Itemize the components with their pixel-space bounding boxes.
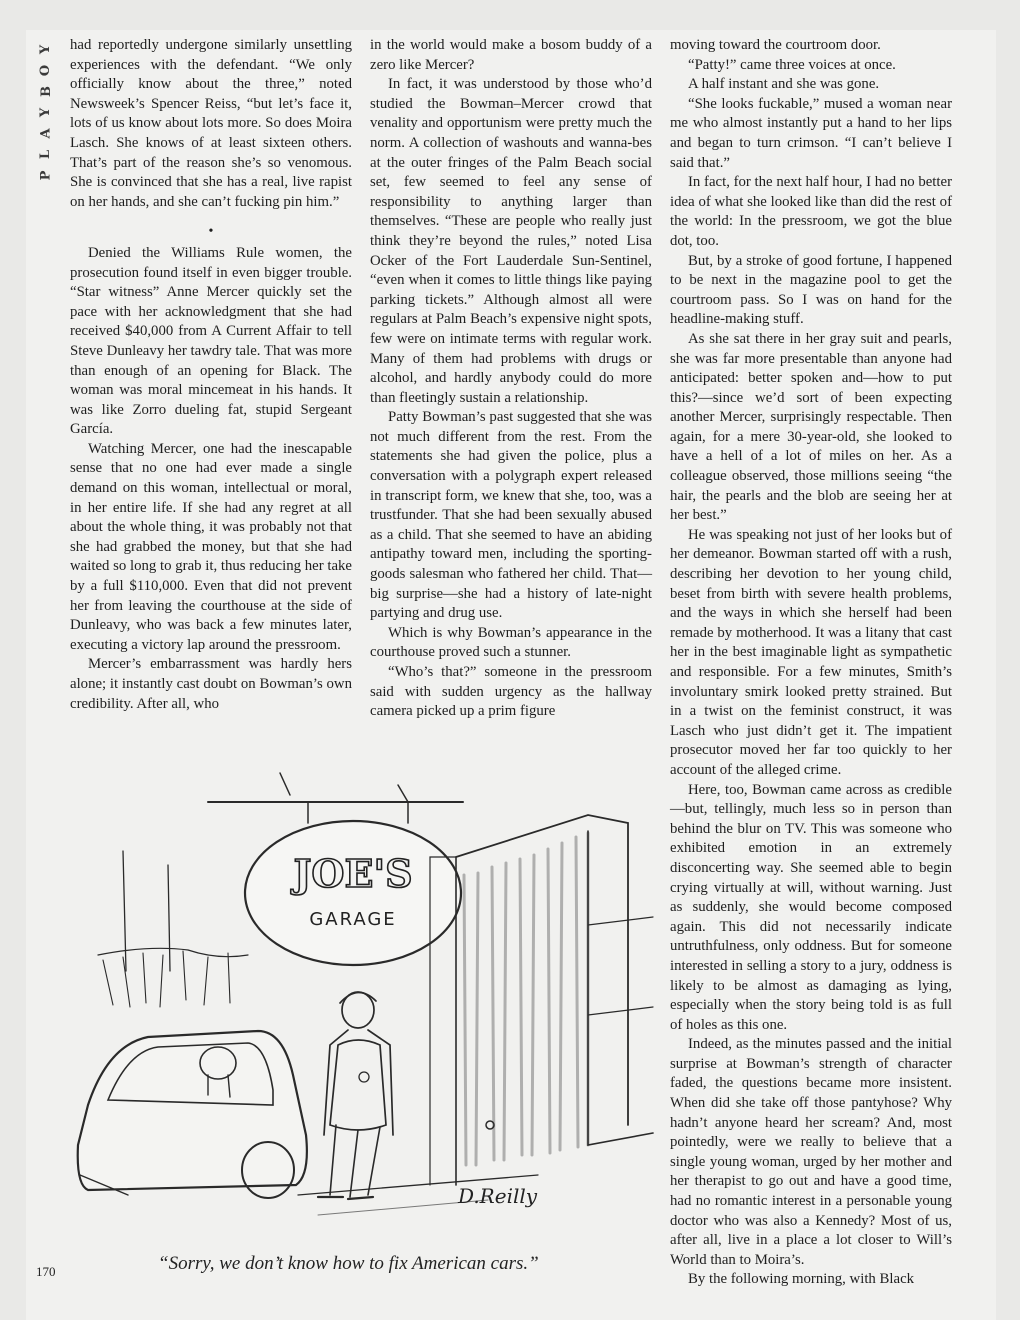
- masthead-letter: Y: [38, 107, 54, 118]
- masthead-letter: O: [38, 64, 54, 77]
- paragraph: Patty Bowman’s past suggested that she was not much different from the rest. From the statements she had given the police, plus a conversation with a polygraph expert released in transcript form, we knew that she, too, was a trustfunder. That she had been sexually abused as a child. That she seemed to have an abiding antipathy toward men, including the sporting-goods salesman who fathered her child. That—big surprise—she had a history of late-night partying and drug use.: [370, 409, 652, 622]
- paragraph: As she sat there in her gray suit and pearls, she was far more presentable than anyone had anticipated: better spoken and—how to put this?—since we’d sort of been expecting another Mercer, surprisingly respectable. Then again, for a mere 30-year-old, she looked to have a hell of a lot of miles on her. As a colleague observed, those millions seeing “the hair, the pearls and the blob are seeing her at her best.”: [670, 330, 952, 524]
- paragraph: “Patty!” came three voices at once.: [688, 56, 896, 73]
- cartoonist-signature: D.Reilly: [458, 1184, 538, 1208]
- masthead-letter: A: [38, 128, 54, 139]
- paragraph: Here, too, Bowman came across as credible—but, tellingly, much less so in person than behind the blur on TV. This was someone who exhibited emotion in an extremely disconcerting way. She seemed able to begin crying virtually at will, without warning. Just as suddenly, she would become composed again. This did not necessarily indicate untruthfulness, only oddness. But for someone interested in selling a story to a jury, oddness is likely to be almost as damaging as lying, especially when the story being told is as full of holes as this one.: [670, 781, 952, 1033]
- paragraph: in the world would make a bosom buddy of a zero like Mercer?: [370, 37, 652, 73]
- paragraph: In fact, for the next half hour, I had no better idea of what she looked like than did the rest of the world: In the pressroom, we got the blue dot, too.: [670, 174, 953, 249]
- masthead-letter: L: [38, 149, 54, 160]
- car: [78, 1031, 307, 1190]
- section-bullet: •: [208, 224, 214, 240]
- paragraph: moving toward the courtroom door.: [670, 37, 881, 53]
- sign-text-joes: JOE'S: [293, 851, 413, 896]
- paragraph: By the following morning, with Black: [688, 1271, 915, 1288]
- paragraph: Denied the Williams Rule women, the prosecution found itself in even bigger trouble. “Star witness” Anne Mercer quickly set the pace with her acknowledgment that she had received $40,000 from A Current Affair to tell Steve Dunleavy her tawdry tale. That was more than enough of an opening for Black. The woman was moral mincemeat in his hands. It was like Zorro dueling fat, stupid Sergeant García.: [70, 244, 352, 438]
- masthead-letter: B: [38, 86, 54, 97]
- text-column-1: [70, 36, 352, 714]
- paragraph: “Who’s that?” someone in the pressroom said with sudden urgency as the hallway camera picked up a prim figure: [370, 664, 652, 720]
- paragraph: But, by a stroke of good fortune, I happened to be next in the magazine pool to get the courtroom pass. So I was on hand for the headline-making stuff.: [670, 252, 952, 328]
- paragraph: had reportedly undergone similarly unsettling experiences with the defendant. “We only officially know about the three,” noted Newsweek’s Spencer Reiss, “but let’s face it, lots of us know about lots more. So does Moira Lasch. She knows of at least sixteen others. That’s part of the reason she’s so venomous. She is convinced that she has a real, live rapist on her hands, and she can’t fucking pin him.”: [70, 37, 352, 210]
- paragraph: Which is why Bowman’s appearance in the courthouse proved such a stunner.: [370, 624, 652, 661]
- cartoon-caption: “Sorry, we don’t know how to fix American cars.”: [158, 1253, 539, 1274]
- text-column-3: [670, 36, 952, 1290]
- paragraph: Watching Mercer, one had the inescapable sense that no one had ever made a single demand on this woman, intellectual or moral, in her entire life. If she had any regret at all about the whole thing, it was probably not that she had grabbed the money, but that she had waited so long to grab it, thus reducing her take by a full $110,000. Even that did not prevent her from leaving the courthouse at the side of Dunleavy, who was back a few minutes later, executing a victory lap around the pressroom.: [70, 440, 352, 653]
- masthead: [36, 40, 56, 185]
- sign-text-garage: GARAGE: [309, 909, 397, 930]
- paragraph: In fact, it was understood by those who’d studied the Bowman–Mercer crowd that venality and opportunism were pretty much the norm. A collection of washouts and wanna-bes at the outer fringes of the Palm Beach social set, few seemed to feel any sense of responsibility to anything larger than themselves. “These are people who really just think they’re beyond the rules,” noted Lisa Ocker of the Fort Lauderdale Sun-Sentinel, “even when it comes to little things like paying parking tickets.” Although almost all were regulars at Palm Beach’s expensive night spots, few were on intimate terms with regular work. Many of them had problems with drugs or alcohol, and hardly anybody could do more than fleetingly sustain a relationship.: [370, 76, 652, 406]
- paragraph: “She looks fuckable,” mused a woman near me who almost instantly put a hand to her lips and began to turn crimson. “I can’t believe I said that.”: [670, 95, 952, 171]
- text-column-2: [370, 36, 652, 722]
- cartoon-illustration: [68, 745, 660, 1250]
- masthead-letter: Y: [38, 44, 54, 55]
- page-number: 170: [36, 1264, 56, 1279]
- paragraph: A half instant and she was gone.: [688, 76, 880, 93]
- paragraph: Indeed, as the minutes passed and the initial surprise at Bowman’s strength of character faded, the questions became more insistent. When did she take off those pantyhose? Why hadn’t anyone heard her scream? And, most pointedly, were we really to believe that a single young woman, urged by her mother and her therapist to go out and have a good time, had no romantic interest in a personable young doctor who was also a Kennedy? Most of us, after all, live in a place a lot closer to Will’s World than to Moira’s.: [670, 1036, 952, 1268]
- paragraph: Mercer’s embarrassment was hardly hers alone; it instantly cast doubt on Bowman’s own credibility. After all, who: [70, 656, 352, 712]
- paragraph: He was speaking not just of her looks but of her demeanor. Bowman started off with a rush, describing her devotion to her young child, beset from birth with severe health problems, and the ways in which she herself had been remade by motherhood. It was a litany that cast her in the best imaginable light as sympathetic and responsible. For a few minutes, Smith’s involuntary smirk looked pretty strained. But in a twist on the feminist construct, it was Lasch who just didn’t get it. The impatient prosecutor moved her far too quickly to her account of the alleged crime.: [670, 526, 952, 778]
- masthead-letter: P: [38, 170, 54, 181]
